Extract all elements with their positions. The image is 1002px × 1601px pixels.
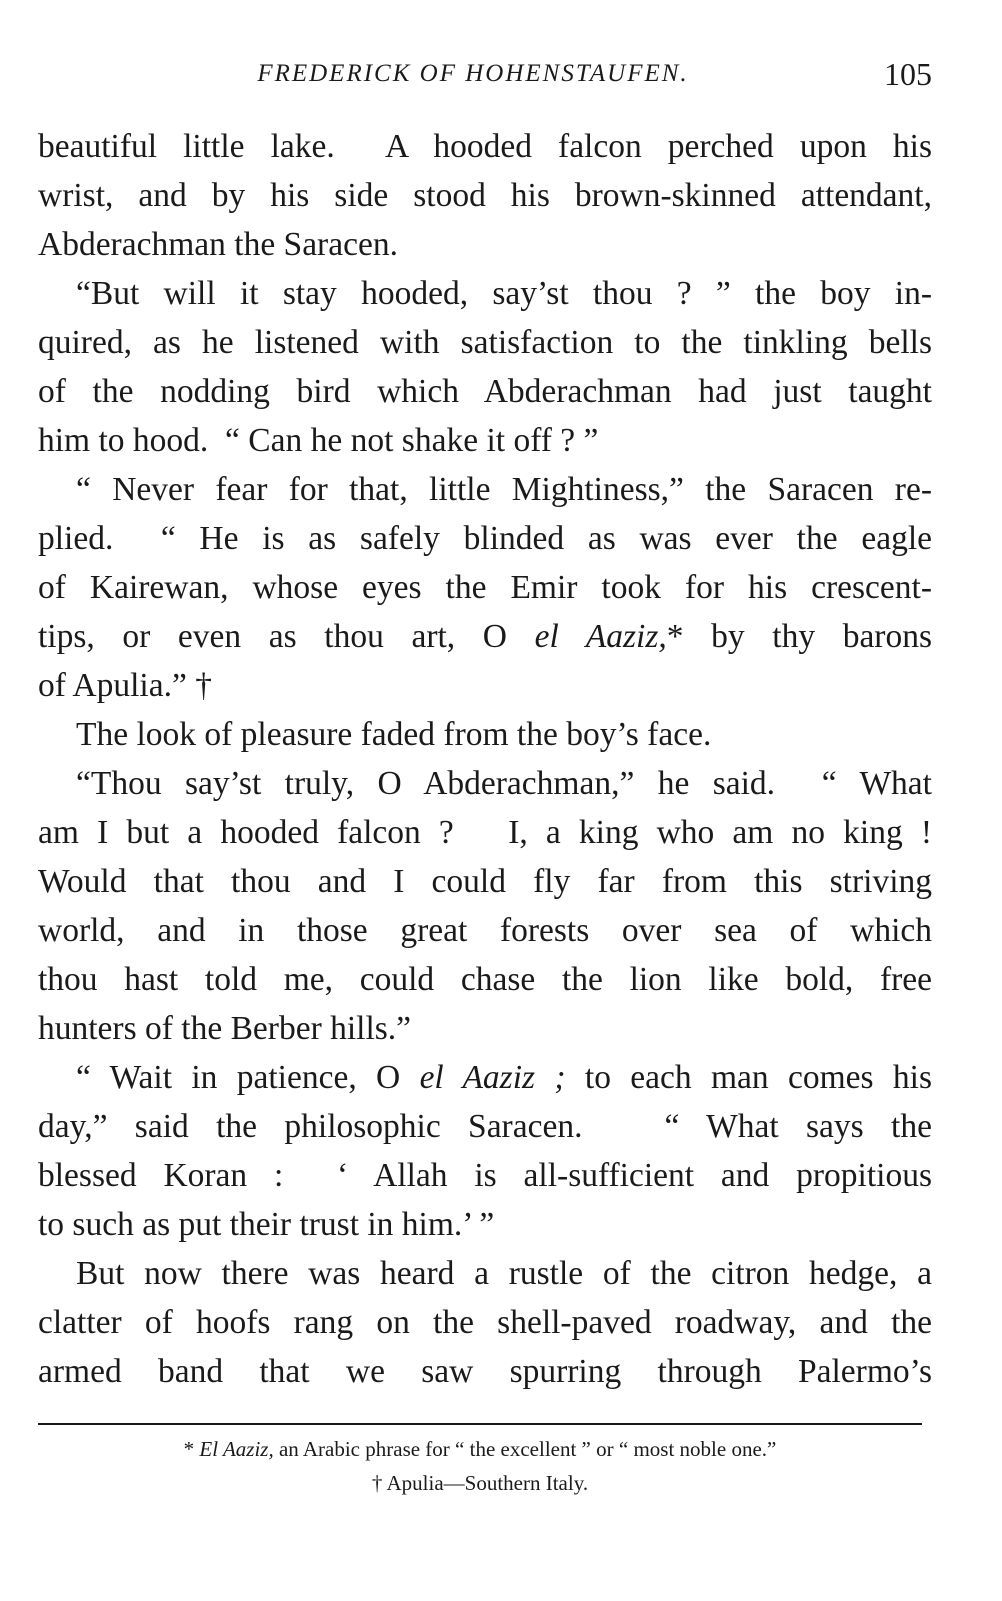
text-line: But now there was heard a rustle of the citron hedge, a xyxy=(76,1255,932,1292)
text-line: hunters of the Berber hills.” xyxy=(38,1010,412,1047)
text-line: thou hast told me, could chase the lion like bold, free xyxy=(38,961,932,998)
text-line: armed band that we saw spurring through Palermo’s xyxy=(38,1353,932,1390)
footnote-1 xyxy=(38,1432,922,1466)
page-number: 105 xyxy=(884,56,932,92)
text-line-mixed xyxy=(38,1053,932,1102)
text-line: quired, as he listened with satisfaction to the tinkling bells xyxy=(38,324,932,361)
text-line: of Kairewan, whose eyes the Emir took for his crescent- xyxy=(38,569,932,606)
italic-term: el Aaziz ; xyxy=(419,1059,566,1096)
text-line: him to hood. “ Can he not shake it off ? ” xyxy=(38,422,599,459)
footnote-marker: * xyxy=(183,1437,200,1461)
text-line: beautiful little lake. A hooded falcon perched upon his xyxy=(38,128,932,165)
body-text xyxy=(38,122,932,1396)
italic-term: el Aaziz, xyxy=(534,618,667,655)
text-line: “But will it stay hooded, say’st thou ? ” the boy in- xyxy=(76,275,932,312)
text-line: “ Never fear for that, little Mightiness,” the Saracen re- xyxy=(76,471,932,508)
text-line: Would that thou and I could fly far from this striving xyxy=(38,863,932,900)
text-line: The look of pleasure faded from the boy’s face. xyxy=(76,716,712,753)
text-line: world, and in those great forests over sea of which xyxy=(38,912,932,949)
text-line: day,” said the philosophic Saracen. “ What says the xyxy=(38,1108,932,1145)
text-run: tips, or even as thou art, O xyxy=(38,618,535,655)
running-head xyxy=(38,56,932,96)
text-line: Abderachman the Saracen. xyxy=(38,226,398,263)
footnote-term: El Aaziz, xyxy=(199,1437,274,1461)
footnote-rule xyxy=(38,1423,922,1425)
text-line: to such as put their trust in him.’ ” xyxy=(38,1206,495,1243)
text-line: “Thou say’st truly, O Abderachman,” he said. “ What xyxy=(76,765,932,802)
text-line-mixed xyxy=(38,612,932,661)
text-line: of Apulia.” † xyxy=(38,667,212,704)
footnote-text: an Arabic phrase for “ the excellent ” or “ most noble one.” xyxy=(273,1437,777,1461)
text-line: blessed Koran : ‘ Allah is all-sufficient and propitious xyxy=(38,1157,932,1194)
text-line: clatter of hoofs rang on the shell-paved roadway, and the xyxy=(38,1304,932,1341)
text-run: “ Wait in patience, O xyxy=(76,1059,420,1096)
text-run: * by thy barons xyxy=(666,618,932,655)
running-title: FREDERICK OF HOHENSTAUFEN. xyxy=(257,60,689,87)
text-run: to each man comes his xyxy=(565,1059,932,1096)
text-line: plied. “ He is as safely blinded as was ever the eagle xyxy=(38,520,932,557)
text-line: am I but a hooded falcon ? I, a king who am no king ! xyxy=(38,814,932,851)
footnote-2: † Apulia—Southern Italy. xyxy=(371,1471,589,1495)
text-line: wrist, and by his side stood his brown-skinned attendant, xyxy=(38,177,932,214)
footnotes xyxy=(38,1432,922,1500)
text-line: of the nodding bird which Abderachman had just taught xyxy=(38,373,932,410)
